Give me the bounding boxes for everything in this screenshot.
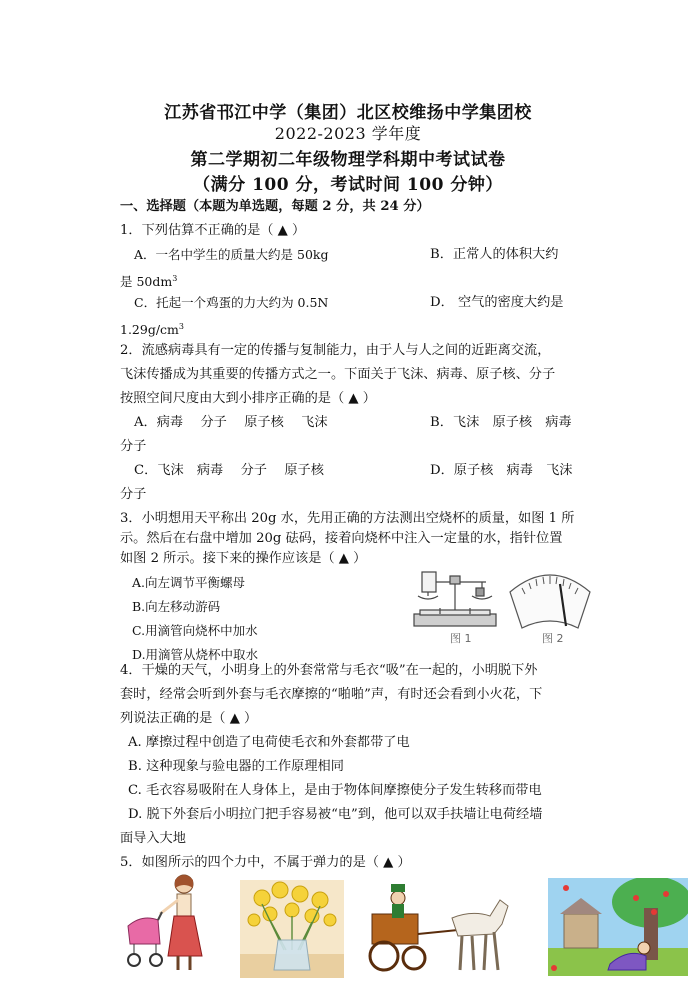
q3-line-1: 3．小明想用天平称出 20g 水，先用正确的方法测出空烧杯的质量，如图 1 所 xyxy=(120,511,575,526)
q1-option-b-cont: 是 $50dm^3$ xyxy=(120,274,178,290)
q1-stem: 1．下列估算不正确的是（ ▲ ） xyxy=(120,223,306,238)
pointer-dial-illustration xyxy=(510,575,590,628)
apple-falling-newton-illustration xyxy=(548,878,688,976)
q1-option-c: C．托起一个鸡蛋的力大约为 0.5N xyxy=(134,295,329,310)
q2-option-a: A．病毒 分子 原子核 飞沫 xyxy=(134,415,328,430)
q3-option-c: C.用滴管向烧杯中加水 xyxy=(132,623,258,638)
q2-option-b-cont: 分子 xyxy=(120,439,147,454)
q3-line-2: 示。然后在右盘中增加 20g 砝码，接着向烧杯中注入一定量的水，指针位置 xyxy=(120,531,563,546)
q3-figures xyxy=(410,562,592,644)
q2-option-d: D．原子核 病毒 飞沫 xyxy=(430,463,573,478)
exam-info: （满分 100 分，考试时间 100 分钟） xyxy=(193,175,503,195)
q3-option-a: A.向左调节平衡螺母 xyxy=(132,575,246,590)
q4-option-d: D. 脱下外套后小明拉门把手容易被“电”到，他可以双手扶墙让电荷经墙 xyxy=(128,807,543,822)
q4-option-b: B. 这种现象与验电器的工作原理相同 xyxy=(128,759,344,774)
q1-option-b: B．正常人的体积大约 xyxy=(430,247,559,262)
q4-line-3: 列说法正确的是（ ▲ ） xyxy=(120,711,258,726)
woman-pushing-stroller-illustration xyxy=(122,870,214,976)
school-year: 2022-2023 学年度 xyxy=(274,124,422,143)
q4-line-1: 4．干燥的天气，小明身上的外套常常与毛衣“吸”在一起的，小明脱下外 xyxy=(120,663,538,678)
q2-line-2: 飞沫传播成为其重要的传播方式之一。下面关于飞沫、病毒、原子核、分子 xyxy=(120,367,556,382)
q4-option-c: C. 毛衣容易吸附在人身体上，是由于物体间摩擦使分子发生转移而带电 xyxy=(128,783,542,798)
q1-option-d-cont: $1.29g/cm^3$ xyxy=(120,322,184,338)
q2-option-c: C．飞沫 病毒 分子 原子核 xyxy=(134,463,324,478)
flowers-in-vase-illustration xyxy=(240,880,344,978)
q1-option-a: A．一名中学生的质量大约是 50kg xyxy=(134,247,329,262)
q4-line-2: 套时，经常会听到外套与毛衣摩擦的“啪啪”声，有时还会看到小火花，下 xyxy=(120,687,543,702)
school-title: 江苏省邗江中学（集团）北区校维扬中学集团校 xyxy=(164,103,532,123)
section-title: 一、选择题（本题为单选题，每题 2 分，共 24 分） xyxy=(120,199,430,214)
q3-line-3: 如图 2 所示。接下来的操作应该是（ ▲ ） xyxy=(120,551,367,566)
q2-line-3: 按照空间尺度由大到小排序正确的是（ ▲ ） xyxy=(120,391,376,406)
q2-option-b: B．飞沫 原子核 病毒 xyxy=(430,415,572,430)
q2-line-1: 2．流感病毒具有一定的传播与复制能力，由于人与人之间的近距离交流， xyxy=(120,343,551,358)
q4-option-a: A. 摩擦过程中创造了电荷使毛衣和外套都带了电 xyxy=(128,735,410,750)
q3-option-b: B.向左移动游码 xyxy=(132,599,221,614)
exam-title: 第二学期初二年级物理学科期中考试试卷 xyxy=(190,150,506,170)
balance-illustration xyxy=(414,572,496,626)
horse-carriage-illustration xyxy=(362,884,514,976)
q1-option-d: D． 空气的密度大约是 xyxy=(430,295,564,310)
q5-stem: 5．如图所示的四个力中，不属于弹力的是（ ▲ ） xyxy=(120,855,411,870)
figure-2-caption: 图 2 xyxy=(542,632,564,644)
q4-option-d-cont: 面导入大地 xyxy=(120,831,186,846)
figure-1-caption: 图 1 xyxy=(450,632,472,644)
q3-option-d: D.用滴管从烧杯中取水 xyxy=(132,647,259,662)
q2-option-d-cont: 分子 xyxy=(120,487,147,502)
